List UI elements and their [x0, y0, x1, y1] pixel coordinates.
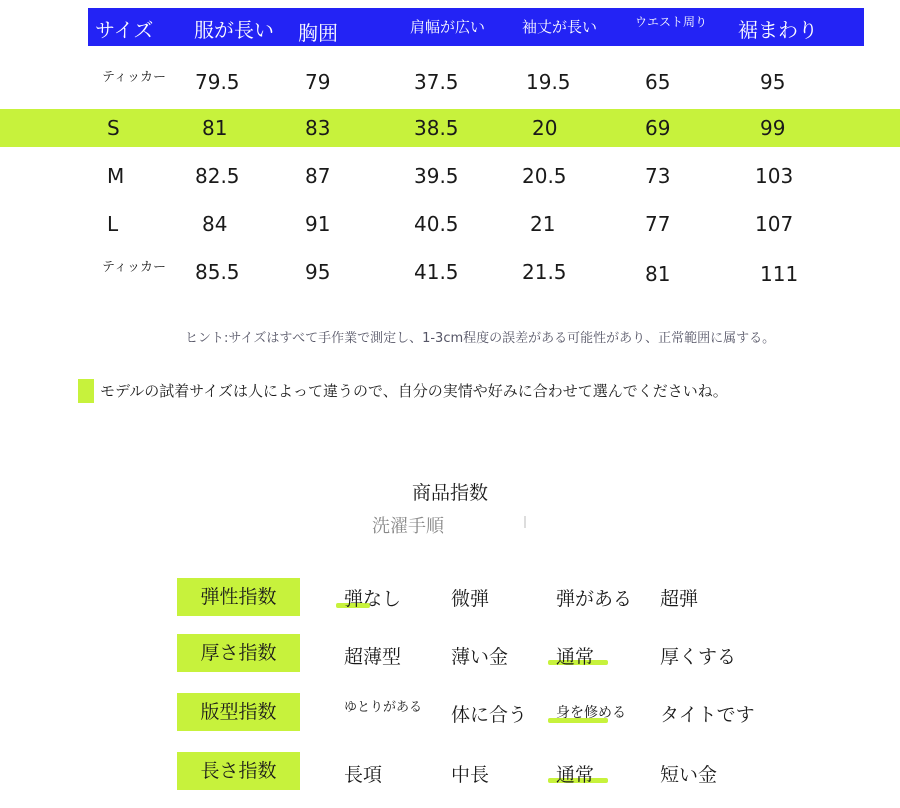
table-cell: 21.5 [522, 260, 567, 284]
option: 超薄型 [344, 646, 402, 668]
elasticity-index-label: 弾性指数 [177, 578, 300, 616]
table-cell: 95 [760, 70, 786, 94]
option: 通常 [556, 764, 595, 786]
option: 弾なし [344, 588, 402, 610]
divider [524, 516, 526, 528]
table-cell: 19.5 [526, 70, 571, 94]
table-cell: 40.5 [414, 212, 459, 236]
option: 弾がある [556, 588, 633, 610]
header-sleeve: 袖丈が長い [522, 18, 598, 36]
table-cell: 79 [305, 70, 331, 94]
option: 厚くする [660, 646, 737, 668]
option: ゆとりがある [344, 700, 423, 715]
header-chest: 胸囲 [298, 21, 338, 45]
table-cell: 37.5 [414, 70, 459, 94]
option: 超弾 [660, 588, 699, 610]
size-label: ティッカー [102, 260, 166, 275]
table-cell: 95 [305, 260, 331, 284]
table-cell: 81 [645, 262, 671, 286]
table-cell: 107 [755, 212, 794, 236]
option: 通常 [556, 646, 595, 668]
table-cell: 77 [645, 212, 671, 236]
option: 薄い金 [451, 646, 509, 668]
option: タイトです [660, 704, 755, 726]
header-waist: ウエスト周り [635, 15, 708, 29]
size-table-header [88, 8, 864, 46]
thickness-index-label: 厚さ指数 [177, 634, 300, 672]
header-length: 服が長い [194, 18, 274, 42]
option: 身を修める [556, 705, 626, 721]
table-cell: 81 [202, 116, 228, 140]
product-index-title: 商品指数 [411, 482, 488, 504]
header-shoulder: 肩幅が広い [410, 18, 486, 36]
table-cell: 73 [645, 164, 671, 188]
measurement-hint: ヒント:サイズはすべて手作業で測定し、1-3cm程度の誤差がある可能性があり、正常範囲に属する。 [185, 331, 776, 346]
table-cell: 83 [305, 116, 331, 140]
length-index-label: 長さ指数 [177, 752, 300, 790]
table-cell: 99 [760, 116, 786, 140]
table-cell: 69 [645, 116, 671, 140]
option: 長項 [344, 764, 383, 786]
header-hem: 裾まわり [738, 18, 818, 42]
table-cell: 111 [760, 262, 799, 286]
size-label: ティッカー [102, 70, 166, 85]
table-cell: 84 [202, 212, 228, 236]
model-size-note: モデルの試着サイズは人によって違うので、自分の実情や好みに合わせて選んでくださいね。 [100, 382, 728, 400]
table-cell: 39.5 [414, 164, 459, 188]
size-label: L [107, 212, 119, 236]
size-label: S [107, 116, 120, 140]
fit-index-label: 版型指数 [177, 693, 300, 731]
table-cell: 85.5 [195, 260, 240, 284]
table-cell: 87 [305, 164, 331, 188]
table-cell: 38.5 [414, 116, 459, 140]
option: 短い金 [660, 764, 718, 786]
option: 微弾 [451, 588, 490, 610]
table-cell: 103 [755, 164, 794, 188]
washing-instructions-label: 洗濯手順 [372, 516, 444, 537]
table-cell: 91 [305, 212, 331, 236]
note-marker [78, 379, 94, 403]
header-size: サイズ [95, 18, 154, 42]
table-cell: 20 [532, 116, 558, 140]
table-cell: 79.5 [195, 70, 240, 94]
table-cell: 20.5 [522, 164, 567, 188]
table-cell: 65 [645, 70, 671, 94]
option: 中長 [451, 764, 490, 786]
table-cell: 82.5 [195, 164, 240, 188]
option: 体に合う [451, 704, 528, 726]
size-label: M [107, 164, 125, 188]
table-cell: 41.5 [414, 260, 459, 284]
table-cell: 21 [530, 212, 556, 236]
